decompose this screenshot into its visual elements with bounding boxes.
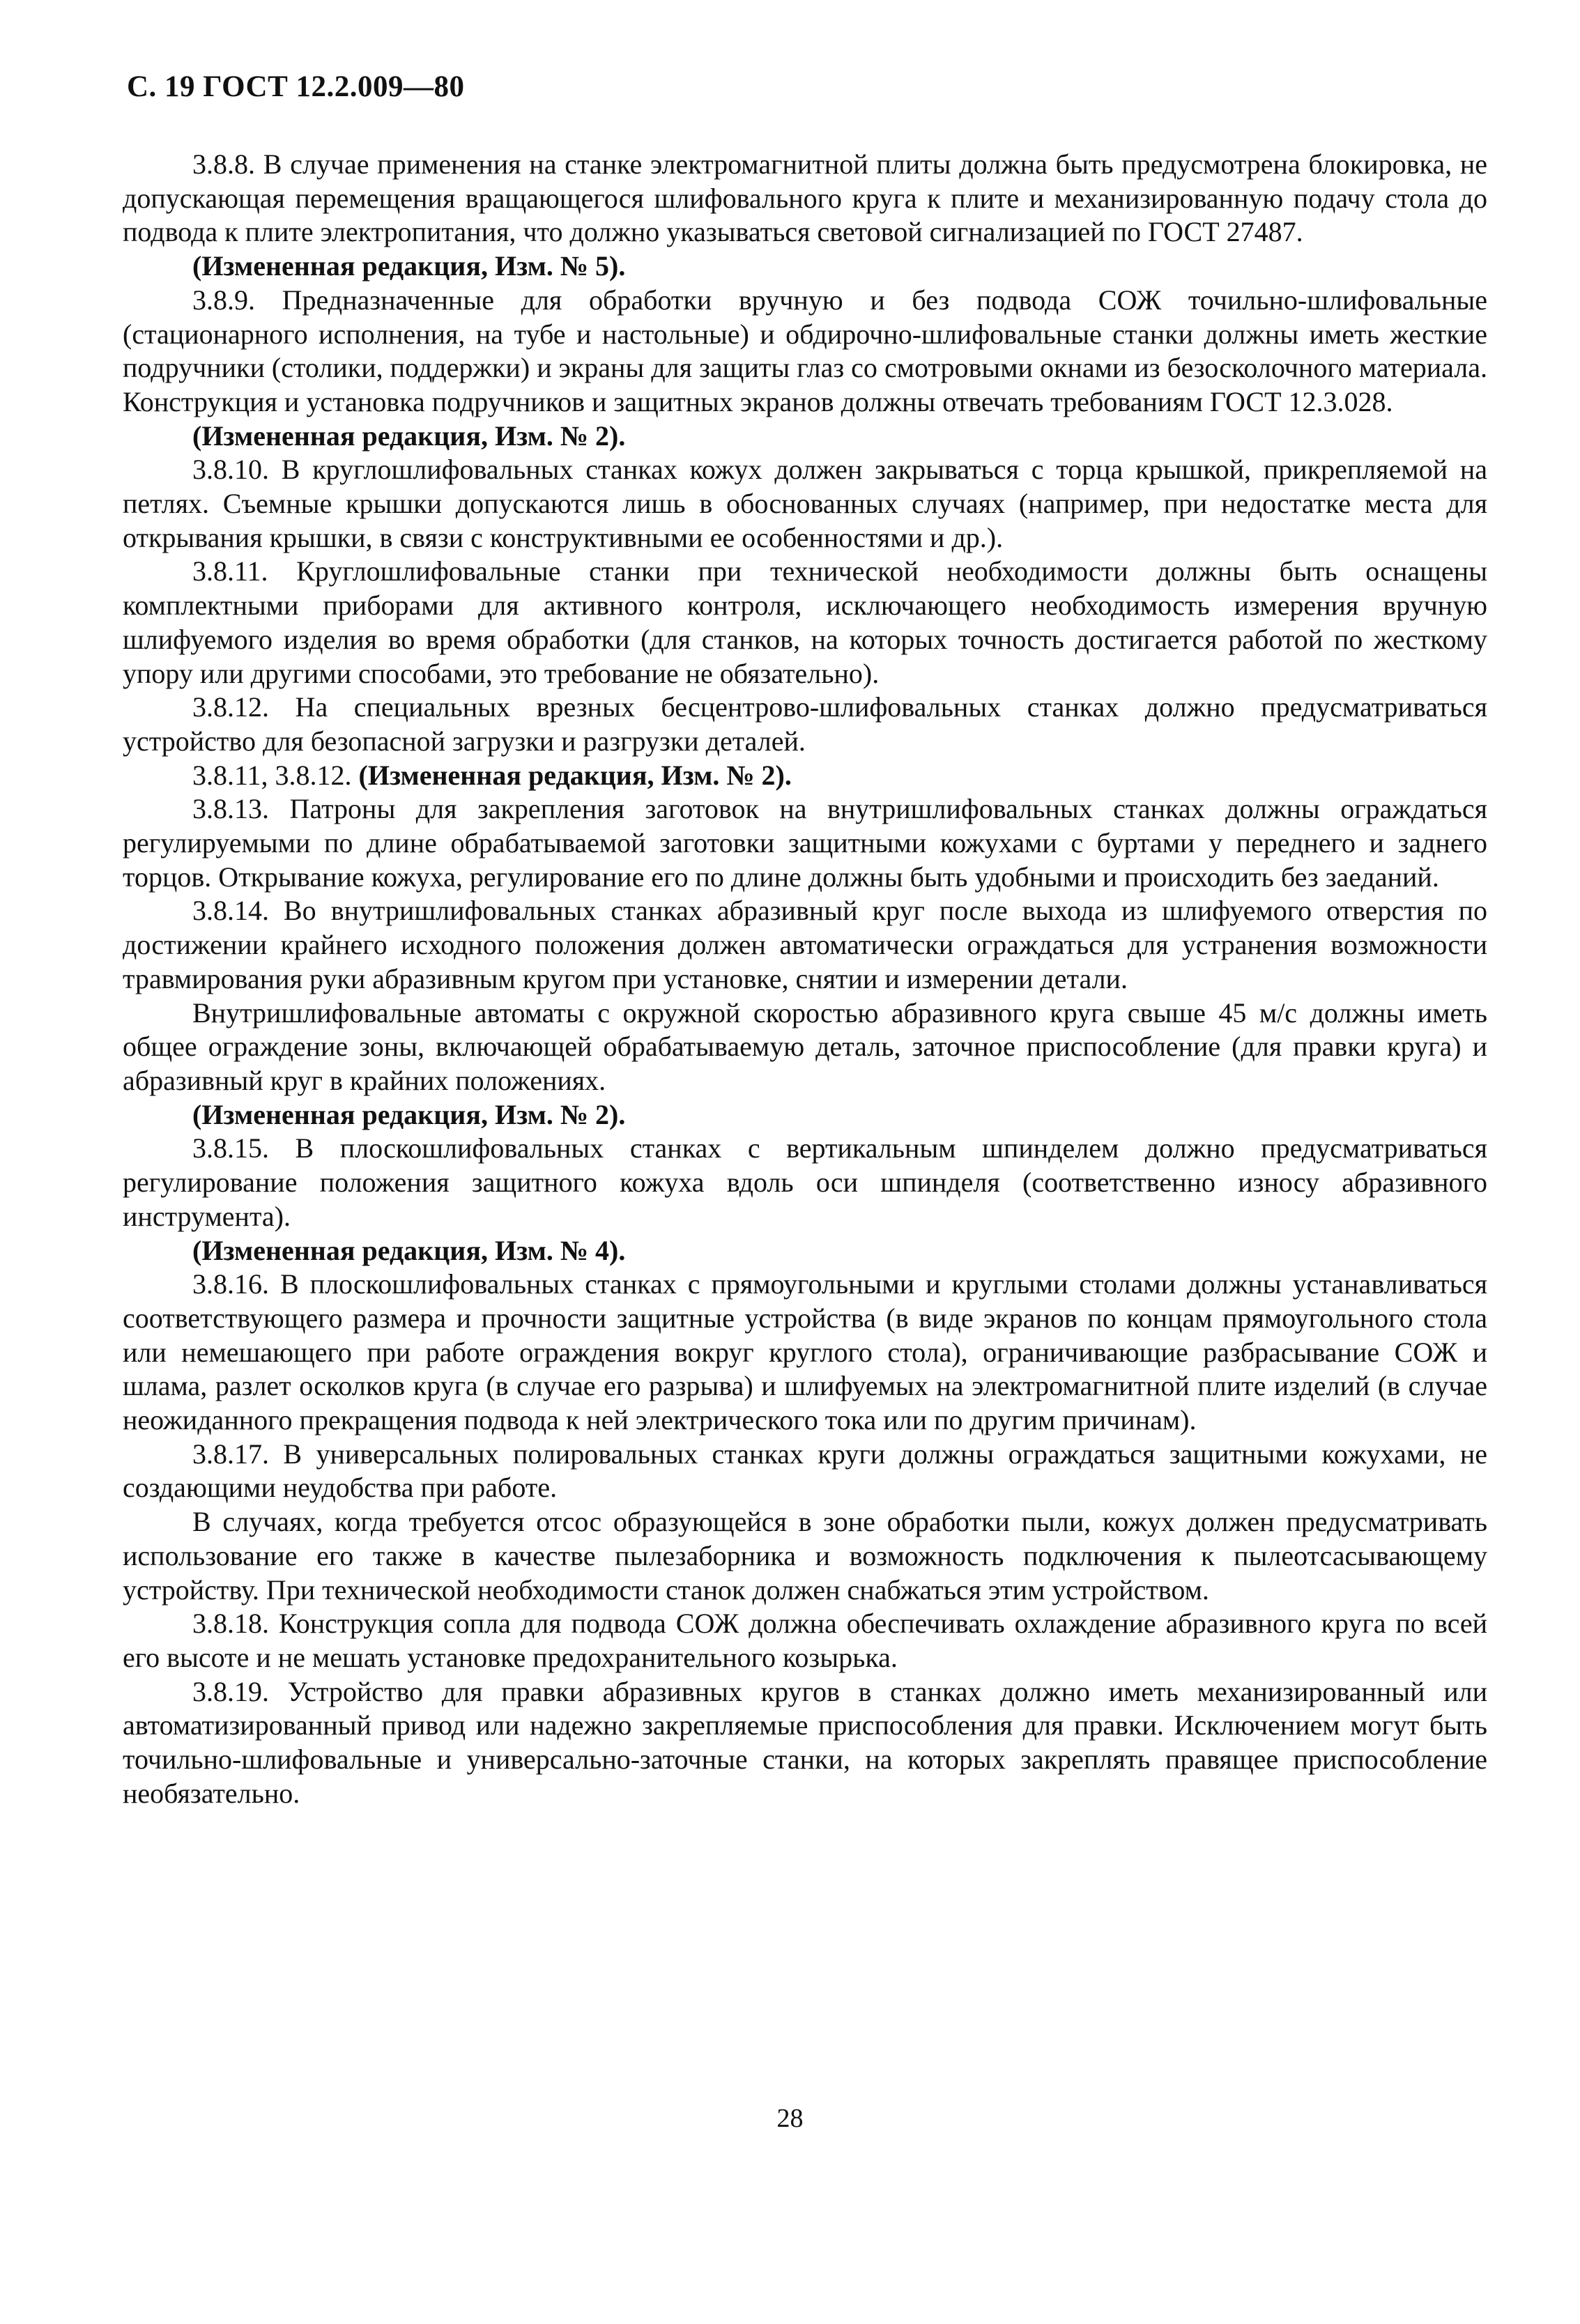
clause-3-8-10: 3.8.10. В круглошлифовальных станках кожух должен закрываться с торца крышкой, прикрепляемой на петлях. Съемные крышки допускаются лишь в обоснованных случаях (например, при недостатке места для открывания крышки, в связи с конструктивными ее особенностями и др.). [123, 454, 1487, 553]
amendment-note: (Измененная редакция, Изм. № 5). [192, 250, 626, 282]
clause-3-8-11: 3.8.11. Круглошлифовальные станки при технической необходимости должны быть оснащены комплектными приборами для активного контроля, исключающего необходимость измерения вручную шлифуемого изделия во время обработки (для станков, на которых точность достигается работой по жесткому упору или другими способами, это требование не обязательно). [123, 555, 1487, 689]
amendment-note: (Измененная редакция, Изм. № 2). [192, 1098, 626, 1130]
clause-3-8-14-continued: Внутришлифовальные автоматы с окружной скоростью абразивного круга свыше 45 м/с должны иметь общее ограждение зоны, включающей обрабатываемую деталь, заточное приспособление (для правки круга) и абразивный круг в крайних положениях. [123, 996, 1487, 1096]
amendment-note: (Измененная редакция, Изм. № 4). [192, 1234, 626, 1266]
clause-3-8-12: 3.8.12. На специальных врезных бесцентрово-шлифовальных станках должно предусматриваться устройство для безопасной загрузки и разгрузки деталей. [123, 691, 1487, 757]
clause-3-8-19: 3.8.19. Устройство для правки абразивных кругов в станках должно иметь механизированный или автоматизированный привод или надежно закрепляемые приспособления для правки. Исключением могут быть точильно-шлифовальные и универсально-заточные станки, на которых закреплять правящее приспособление необязательно. [123, 1675, 1487, 1809]
page-header: С. 19 ГОСТ 12.2.009—80 [127, 70, 465, 103]
clause-3-8-17-continued: В случаях, когда требуется отсос образующейся в зоне обработки пыли, кожух должен предусматривать использование его также в качестве пылезаборника и возможность подключения к пылеотсасывающему устройству. При технической необходимости станок должен снабжаться этим устройством. [123, 1506, 1487, 1606]
amendment-note-combined [123, 759, 1487, 793]
clause-3-8-8: 3.8.8. В случае применения на станке электромагнитной плиты должна быть предусмотрена блокировка, не допускающая перемещения вращающегося шлифовального круга к плите и механизированную подачу стола до подвода к плите электропитания, что должно указываться световой сигнализацией по ГОСТ 27487. [123, 148, 1487, 248]
clause-3-8-14: 3.8.14. Во внутришлифовальных станках абразивный круг после выхода из шлифуемого отверстия по достижении крайнего исходного положения должен автоматически ограждаться для устранения возможности травмирования руки абразивным кругом при установке, снятии и измерении детали. [123, 895, 1487, 994]
amendment-clause-refs: 3.8.11, 3.8.12. [192, 759, 352, 791]
clause-3-8-9: 3.8.9. Предназначенные для обработки вручную и без подвода СОЖ точильно-шлифовальные (стационарного исполнения, на тубе и настольные) и обдирочно-шлифовальные станки должны иметь жесткие подручники (столики, поддержки) и экраны для защиты глаз со смотровыми окнами из безосколочного материала. Конструкция и установка подручников и защитных экранов должны отвечать требованиям ГОСТ 12.3.028. [123, 284, 1487, 417]
clause-3-8-15: 3.8.15. В плоскошлифовальных станках с вертикальным шпинделем должно предусматриваться регулирование положения защитного кожуха вдоль оси шпинделя (соответственно износу абразивного инструмента). [123, 1132, 1487, 1232]
clause-3-8-13: 3.8.13. Патроны для закрепления заготовок на внутришлифовальных станках должны ограждаться регулируемыми по длине обрабатываемой заготовки защитными кожухами с буртами у переднего и заднего торцов. Открывание кожуха, регулирование его по длине должны быть удобными и происходить без заеданий. [123, 793, 1487, 893]
clause-3-8-17: 3.8.17. В универсальных полировальных станках круги должны ограждаться защитными кожухами, не создающими неудобства при работе. [123, 1438, 1487, 1504]
amendment-note: (Измененная редакция, Изм. № 2). [358, 759, 792, 791]
page-number: 28 [776, 2104, 804, 2133]
document-body [123, 148, 1487, 1810]
amendment-note: (Измененная редакция, Изм. № 2). [192, 420, 626, 452]
clause-3-8-18: 3.8.18. Конструкция сопла для подвода СОЖ должна обеспечивать охлаждение абразивного круга по всей его высоте и не мешать установке предохранительного козырька. [123, 1608, 1487, 1673]
clause-3-8-16: 3.8.16. В плоскошлифовальных станках с прямоугольными и круглыми столами должны устанавливаться соответствующего размера и прочности защитные устройства (в виде экранов по концам прямоугольного стола или немешающего при работе ограждения вокруг круглого стола), ограничивающие разбрасывание СОЖ и шлама, разлет осколков круга (в случае его разрыва) и шлифуемых на электромагнитной плите изделий (в случае неожиданного прекращения подвода к ней электрического тока или по другим причинам). [123, 1268, 1487, 1436]
